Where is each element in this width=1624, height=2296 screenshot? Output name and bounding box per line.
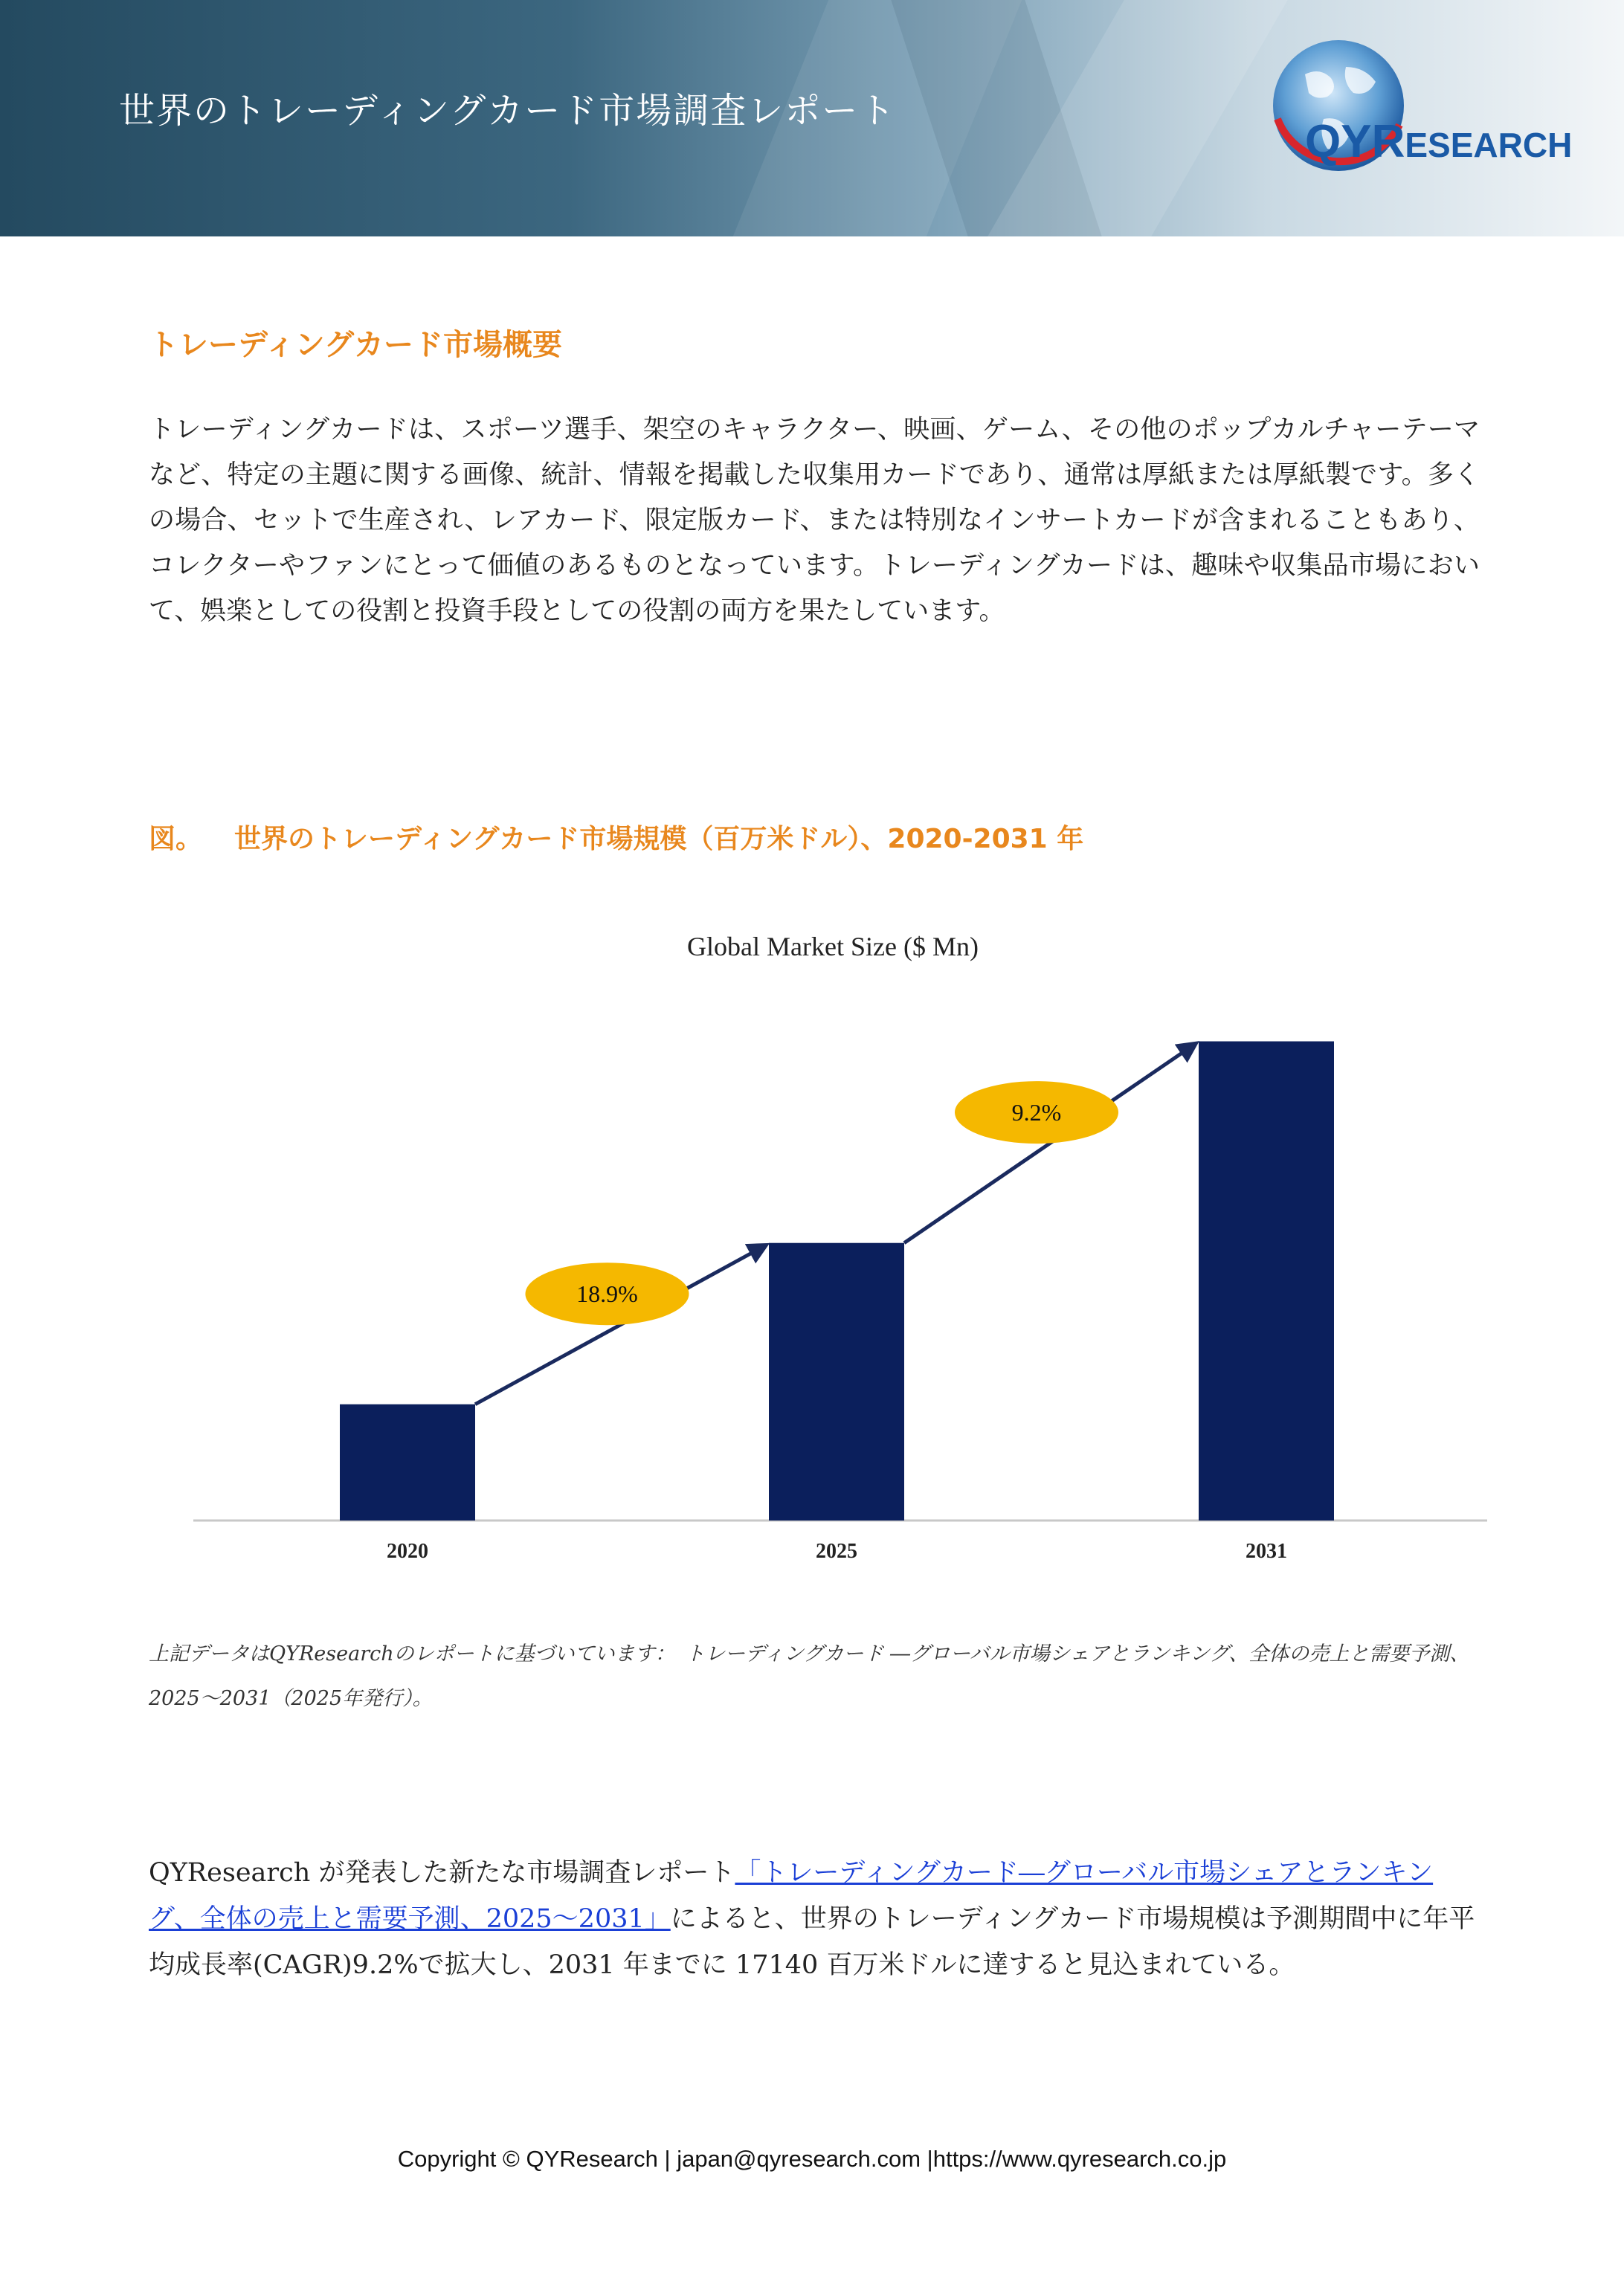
x-tick-label-2025: 2025 bbox=[816, 1540, 857, 1563]
figure-label: 図。 bbox=[149, 824, 203, 854]
x-tick-label-2031: 2031 bbox=[1246, 1540, 1287, 1563]
summary-after: によると、世界のトレーディングカード市場規模は予測期間中に年平均成長率(CAGR)9.2%で拡大し、2031 年までに 17140 百万米ドルに達すると見込まれている。 bbox=[149, 1904, 1475, 1980]
header-banner bbox=[0, 0, 1624, 236]
report-title: 世界のトレーディングカード市場調査レポート bbox=[119, 90, 897, 132]
bar-2020 bbox=[340, 1405, 475, 1521]
report-link[interactable]: 「トレーディングカード―グローバル市場シェアとランキング、全体の売上と需要予測、2025～2031」 bbox=[149, 1858, 1434, 1934]
summary-paragraph bbox=[149, 1850, 1480, 1988]
footer-copyright: Copyright © QYResearch | japan@qyresearch.com |https://www.qyresearch.co.jp bbox=[397, 2146, 1227, 2172]
figure-caption bbox=[149, 818, 1083, 856]
growth-arrow-2 bbox=[904, 1044, 1196, 1243]
overview-title: トレーディングカード市場概要 bbox=[149, 328, 562, 362]
x-tick-label-2020: 2020 bbox=[387, 1540, 428, 1563]
chart-title: Global Market Size ($ Mn) bbox=[687, 932, 979, 961]
logo-text-qy: QY bbox=[1305, 116, 1372, 167]
overview-body: トレーディングカードは、スポーツ選手、架空のキャラクター、映画、ゲーム、その他のポップカルチャーテーマなど、特定の主題に関する画像、統計、情報を掲載した収集用カードであり、通常は厚紙または厚紙製です。多くの場合、セットで生産され、レアカード、限定版カード、または特別なインサートカードが含まれることもあり、コレクターやファンにとって価値のあるものとなっています。トレーディングカードは、趣味や収集品市場において、娯楽としての役割と投資手段としての役割の両方を果たしています。 bbox=[149, 415, 1480, 626]
logo-text-esearch: ESEARCH bbox=[1405, 126, 1573, 164]
market-size-chart bbox=[171, 915, 1509, 1584]
bar-2025 bbox=[769, 1243, 904, 1521]
summary-before: QYResearch が発表した新たな市場調査レポート bbox=[149, 1858, 735, 1888]
cagr-label-2: 9.2% bbox=[1011, 1099, 1062, 1126]
logo-text-r: R bbox=[1371, 116, 1405, 167]
source-note: 上記データはQYResearchのレポートに基づいています： トレーディングカード ―グローバル市場シェアとランキング、全体の売上と需要予測、2025～2031（2025年発行）。 bbox=[149, 1642, 1470, 1710]
cagr-label-1: 18.9% bbox=[576, 1280, 638, 1308]
qyresearch-logo[interactable] bbox=[1234, 37, 1573, 201]
bar-2031 bbox=[1199, 1042, 1334, 1521]
logo-text bbox=[1305, 115, 1572, 168]
figure-caption-text: 世界のトレーディングカード市場規模（百万米ドル）、2020-2031 年 bbox=[234, 824, 1084, 854]
